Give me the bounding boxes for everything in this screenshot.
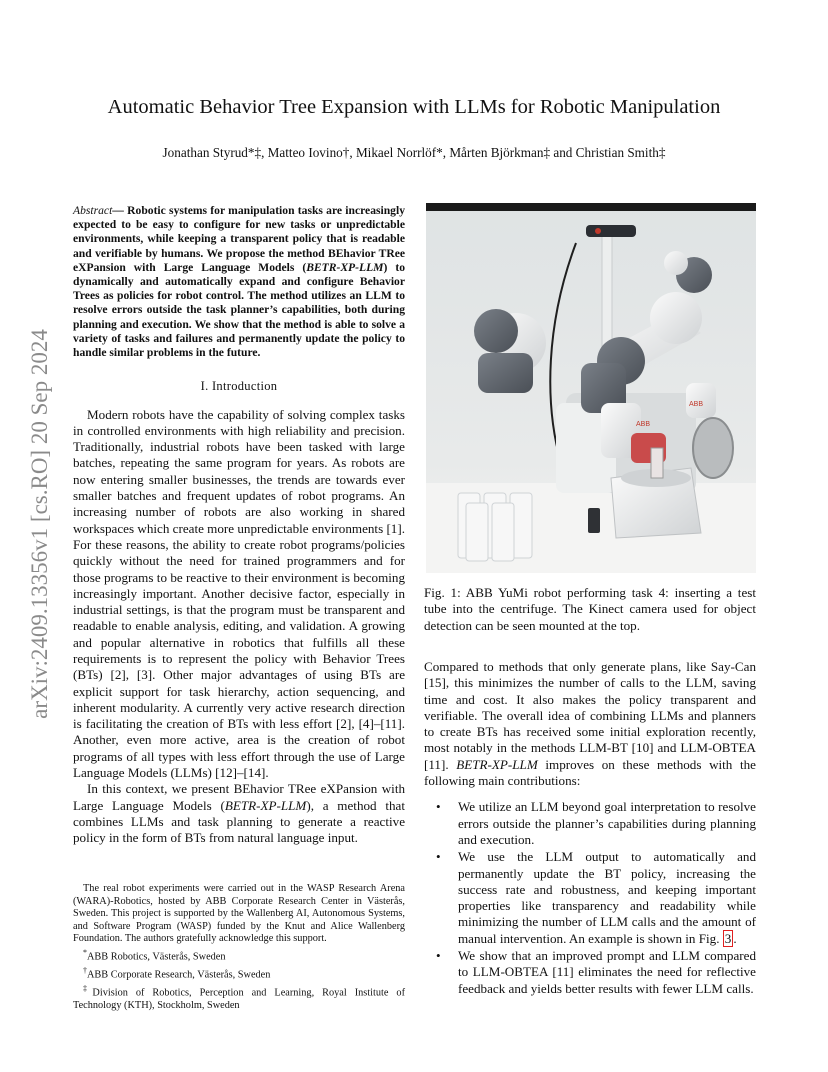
intro-paragraph-1: Modern robots have the capability of solving complex tasks in controlled environments with high reliability and precision. Traditionally, industrial robots have been tasked with large batches, repeating the same program for years. As robots are now entering smaller businesses, the trends are towards ever smaller batches and frequent updates of robot programs. An increasing number of robots are also working in shared workspaces which create more unpredictable environments [1]. For these reasons, the ability to create robot programs/policies quickly without the need for trained programmers and for those programs to be reactive to their environment is becoming increasingly important. Another decisive factor, especially in industrial settings, is that the program must be transparent and readable to enable analysis, editing, and validation. A growing and popular alternative in robotics that fulfills all these requirements is to represent the policy with Behavior Trees (BTs) [2], [3]. Other major advantages of using BTs are explicit support for task hierarchy, action sequencing, and inherent modularity. A currently very active research direction is facilitating the creation of BTs with less effort [2], [4]–[11]. Another, even more active, area is the creation of robot programs of all types with less effort through the use of Large Language Models (LLMs) [12]–[14]. bbox=[73, 406, 405, 781]
figure-reference-link[interactable]: 3 bbox=[724, 930, 732, 946]
robot-illustration bbox=[426, 203, 756, 573]
list-item: • We show that an improved prompt and LLM compared to LLM-OBTEA [11] eliminates the need for reflective feedback and yields better results with fewer LLM calls. bbox=[436, 948, 756, 996]
paper-title: Automatic Behavior Tree Expansion with LLMs for Robotic Manipulation bbox=[107, 96, 721, 118]
left-column bbox=[73, 204, 405, 847]
method-name: BETR-XP-LLM bbox=[456, 756, 538, 772]
intro-paragraph-2: In this context, we present BEhavior TRee eXPansion with Large Language Models (BETR-XP-LLM), a method that combines LLMs and task planning to generate a reactive policy in the form of BTs from natural language input. bbox=[73, 781, 405, 846]
method-name: BETR-XP-LLM bbox=[224, 797, 307, 813]
method-name: BETR-XP-LLM bbox=[306, 260, 384, 274]
footnote-affiliation-1: *ABB Robotics, Västerås, Sweden bbox=[83, 947, 226, 963]
arxiv-identifier-text: arXiv:2409.13356v1 [cs.RO] 20 Sep 2024 bbox=[27, 328, 52, 719]
right-column bbox=[424, 659, 756, 998]
footnote-affiliation-2: †ABB Corporate Research, Västerås, Sweden bbox=[83, 965, 271, 981]
contributions-list bbox=[424, 799, 756, 997]
list-item: • We utilize an LLM beyond goal interpretation to resolve errors outside the planner’s capabilities during planning and execution. bbox=[436, 799, 756, 847]
list-item: • We use the LLM output to automatically and permanently update the BT policy, increasing the success rate and robustness, and keeping important properties like transparency and readability while minimizing the number of LLM calls and the amount of manual intervention. An example is shown in Fig. 3 . bbox=[436, 849, 756, 946]
figure-robot-photo bbox=[426, 203, 756, 573]
abstract: Abstract— Robotic systems for manipulation tasks are increasingly expected to be easy to configure for new tasks or unpredictable environments, while keeping a transparent policy that is readable and verifiable by humans. We propose the method BEhavior TRee eXPansion with Large Language Models (BETR-XP-LLM) to dynamically and automatically expand and configure Behavior Trees as policies for robot control. The method utilizes an LLM to resolve errors outside the task planner’s capabilities, both during planning and execution. We show that the method is able to solve a variety of tasks and failures and permanently update the policy to handle similar problems in the future. bbox=[73, 204, 405, 360]
bullet-icon: • bbox=[436, 948, 441, 964]
footnotes bbox=[73, 883, 405, 1013]
robot-abb-label: ABB bbox=[689, 401, 704, 408]
abstract-label: Abstract bbox=[73, 204, 113, 217]
footnote-affiliation-3: ‡Division of Robotics, Perception and Learning, Royal Institute of Technology (KTH), Stockholm, Sweden bbox=[73, 984, 406, 1012]
robot-abb-label: ABB bbox=[636, 421, 651, 428]
author-list: Jonathan Styrud*‡, Matteo Iovino†, Mikael Norrlöf*, Mårten Björkman‡ and Christian Smith‡ bbox=[162, 145, 666, 160]
bullet-icon: • bbox=[436, 849, 441, 865]
section-heading-introduction: I. Introduction bbox=[200, 379, 278, 394]
bullet-icon: • bbox=[436, 799, 441, 815]
footnote-funding: The real robot experiments were carried out in the WASP Research Arena (WARA)-Robotics, hosted by ABB Corporate Research Center in Västerås, Sweden. This project is supported by the Wallenberg AI, Autonomous Systems, and Software Program (WASP) funded by the Knut and Alice Wallenberg Foundation. The authors gratefully acknowledge this support. bbox=[73, 883, 405, 945]
right-paragraph-1: Compared to methods that only generate plans, like Say-Can [15], this minimizes the number of calls to the LLM, saving time and cost. It also makes the policy transparent and verifiable. The overall idea of combining LLMs and planners to create BTs has received some initial exploration recently, most notably in the methods LLM-BT [10] and LLM-OBTEA [11]. BETR-XP-LLM improves on these methods with the following main contributions: bbox=[424, 659, 756, 789]
arxiv-identifier bbox=[18, 286, 62, 761]
figure-caption: Fig. 1: ABB YuMi robot performing task 4: inserting a test tube into the centrifuge. The Kinect camera used for object detection can be seen mounted at the top. bbox=[424, 585, 756, 633]
